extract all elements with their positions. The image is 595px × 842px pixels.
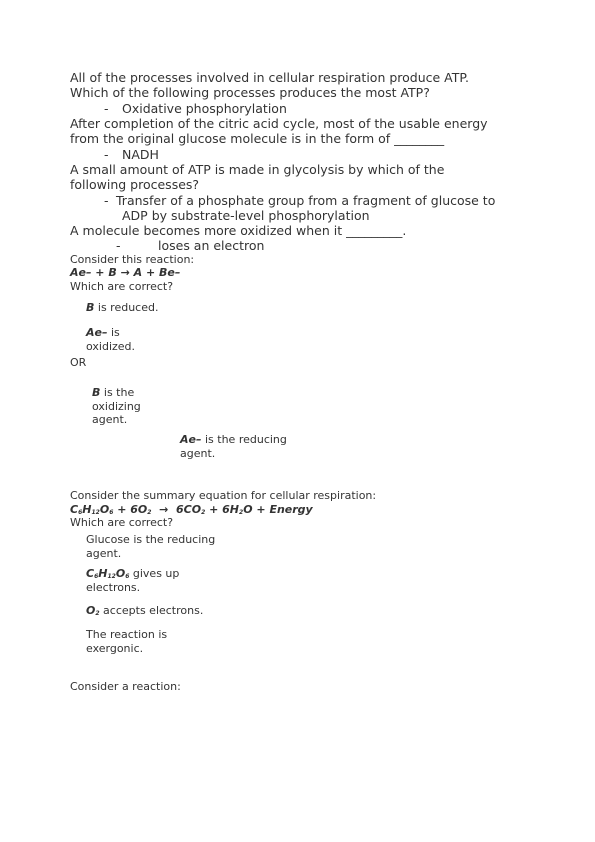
q6-option-1-text-1: Glucose is the reducing [86,533,216,546]
q6-option-3 [86,604,203,618]
q5-prompt: Which are correct? [70,280,174,293]
q6-prompt: Which are correct? [70,516,174,529]
q1-dash: - [104,101,109,116]
q4-dash: - [116,238,121,253]
q6-option-2-text-1: gives up [129,567,180,580]
q5-option-3-text-1: is the [100,386,135,399]
q1-answer: Oxidative phosphorylation [122,101,287,116]
q6-eq-oxygen: + 6O [113,503,148,516]
q5-option-2-text-2: oxidized. [86,339,136,353]
q6-eq-co-sub: 2 [201,509,206,516]
q5-option-4 [180,433,287,460]
q5-option-3 [92,386,141,427]
q6-option-3-o-sub: 2 [95,610,100,617]
q3-dash: - [104,193,109,208]
q7-intro: Consider a reaction: [70,680,181,693]
q3-line2: following processes? [70,177,200,192]
q3-answer-line2: ADP by substrate-level phosphorylation [122,208,370,223]
q6-eq-oxygen-sub: 2 [147,509,152,516]
q6-option-2-text-2: electrons. [86,580,141,594]
q5-option-4-text-2: agent. [180,446,216,460]
q5-equation: Ae– + B → A + Be– [70,266,181,279]
q6-eq-o-sub: 6 [109,509,114,516]
q6-eq-water: + 6H [205,503,240,516]
q6-option-2-c-sub: 6 [94,573,99,580]
q4-answer: loses an electron [158,238,265,253]
q6-eq-c: C [70,503,79,516]
q5-or: OR [70,356,87,369]
q6-option-4-text-1: The reaction is [86,628,168,641]
q5-option-1-text: is reduced. [94,301,159,314]
q5-option-1-term: B [86,301,95,314]
q6-eq-o: O [99,503,110,516]
q2-line1: After completion of the citric acid cycle, most of the usable energy [70,116,488,131]
q6-option-2-o: O [115,567,126,580]
q3-answer-line1: Transfer of a phosphate group from a fragment of glucose to [116,193,496,208]
q1-line2: Which of the following processes produces the most ATP? [70,85,430,100]
q6-option-2-c: C [86,567,95,580]
q5-option-2-text-1: is [107,326,120,339]
q2-answer: NADH [122,147,159,162]
q6-option-2-h: H [98,567,108,580]
q2-dash: - [104,147,109,162]
q2-line2: from the original glucose molecule is in the form of ________ [70,131,445,146]
q5-option-3-text-3: agent. [92,413,128,426]
q5-option-1 [86,301,158,315]
q6-option-2-h-sub: 12 [107,573,116,580]
q6-intro: Consider the summary equation for cellular respiration: [70,489,377,502]
q6-option-1 [86,533,215,560]
q6-option-1-text-2: agent. [86,546,122,560]
q6-option-2 [86,567,179,594]
q6-eq-water-sub: 2 [239,509,244,516]
q6-option-2-o-sub: 6 [125,573,130,580]
q5-option-4-text-1: is the reducing [201,433,287,446]
q6-eq-energy: O + Energy [243,503,313,516]
q1-line1: All of the processes involved in cellular respiration produce ATP. [70,70,469,85]
q6-option-3-text: accepts electrons. [99,604,204,617]
q5-option-3-text-2: oxidizing [92,399,141,413]
q6-eq-h: H [82,503,92,516]
q6-eq-arrow-co: → 6CO [151,503,202,516]
q6-eq-h-sub: 12 [91,509,100,516]
q6-option-3-o: O [86,604,96,617]
q6-eq-c-sub: 6 [78,509,83,516]
q5-option-4-term: Ae– [180,433,202,446]
q3-line1: A small amount of ATP is made in glycolysis by which of the [70,162,445,177]
q4-line1: A molecule becomes more oxidized when it _________. [70,223,407,238]
q5-option-3-term: B [92,386,101,399]
q5-option-2-term: Ae– [86,326,108,339]
q5-option-2 [86,326,135,353]
q5-intro: Consider this reaction: [70,253,195,266]
q6-option-2-term [86,567,129,580]
q6-option-3-term [86,604,100,617]
q6-option-4 [86,628,167,655]
q6-equation [70,503,313,517]
q6-option-4-text-2: exergonic. [86,641,144,655]
